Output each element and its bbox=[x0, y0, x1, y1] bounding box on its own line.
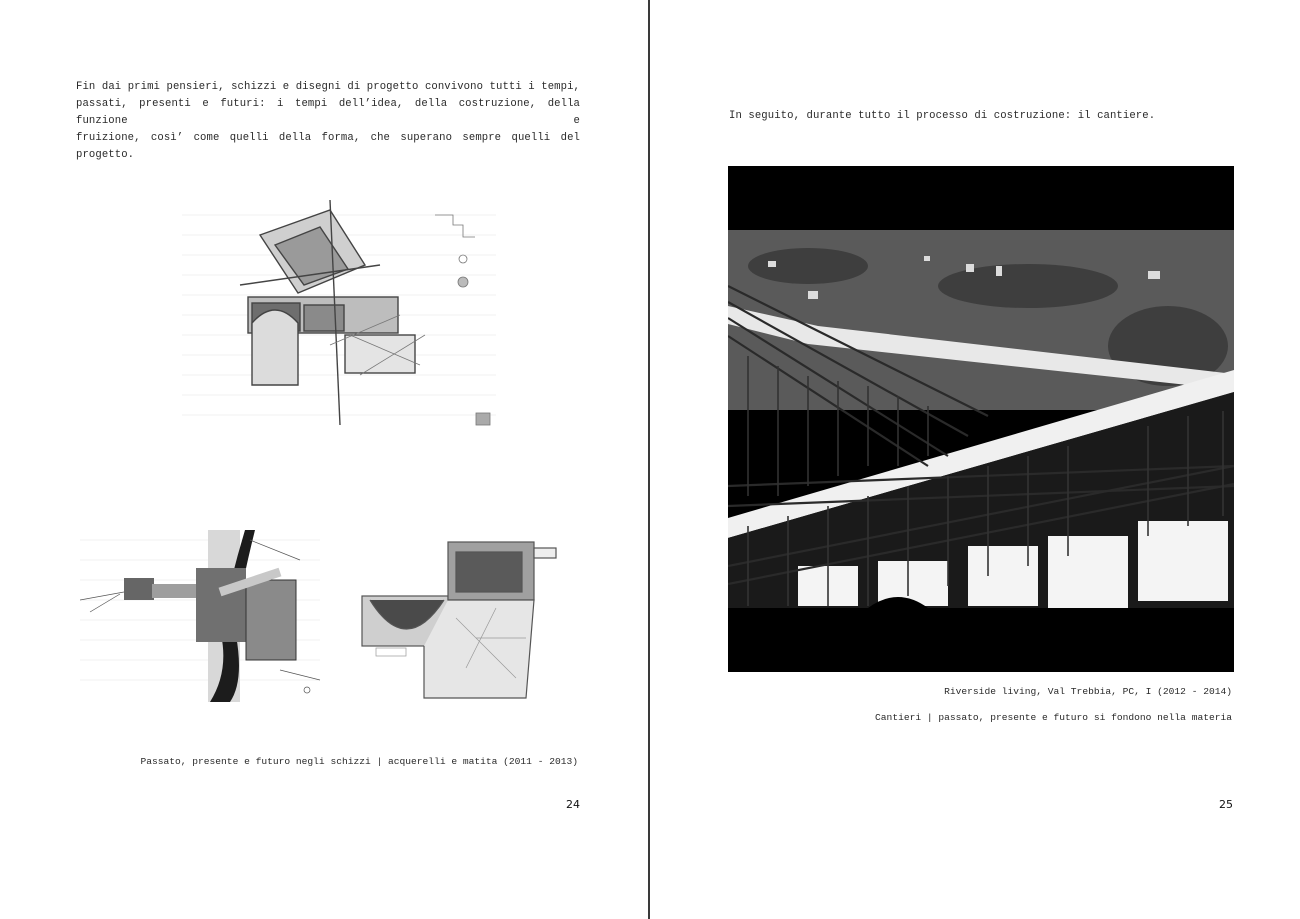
page-number: 25 bbox=[1219, 798, 1233, 811]
construction-site-photo bbox=[728, 166, 1234, 672]
left-page bbox=[0, 0, 649, 919]
sketch-site-image bbox=[80, 520, 328, 702]
intro-paragraph: In seguito, durante tutto il processo di costruzione: il cantiere. bbox=[729, 110, 1156, 122]
paragraph-line: Fin dai primi pensieri, schizzi e disegni di progetto convivono tutti i tempi, bbox=[76, 81, 580, 93]
photo-caption-location: Riverside living, Val Trebbia, PC, I (2012 - 2014) bbox=[944, 686, 1232, 697]
intro-paragraph bbox=[76, 79, 580, 164]
paragraph-line: fruizione, così’ come quelli della forma, che superano sempre quelli del progetto. bbox=[76, 132, 580, 161]
sketch-floorplan-image bbox=[356, 538, 560, 702]
photo-caption-description: Cantieri | passato, presente e futuro si fondono nella materia bbox=[875, 712, 1232, 723]
paragraph-line: passati, presenti e futuri: i tempi dell’idea, della costruzione, della funzione e bbox=[76, 98, 580, 127]
page-number: 24 bbox=[566, 798, 580, 811]
sketch-plan-image bbox=[180, 195, 498, 431]
page-divider bbox=[648, 0, 650, 919]
right-page bbox=[651, 0, 1300, 919]
figure-caption: Passato, presente e futuro negli schizzi | acquerelli e matita (2011 - 2013) bbox=[140, 756, 578, 767]
